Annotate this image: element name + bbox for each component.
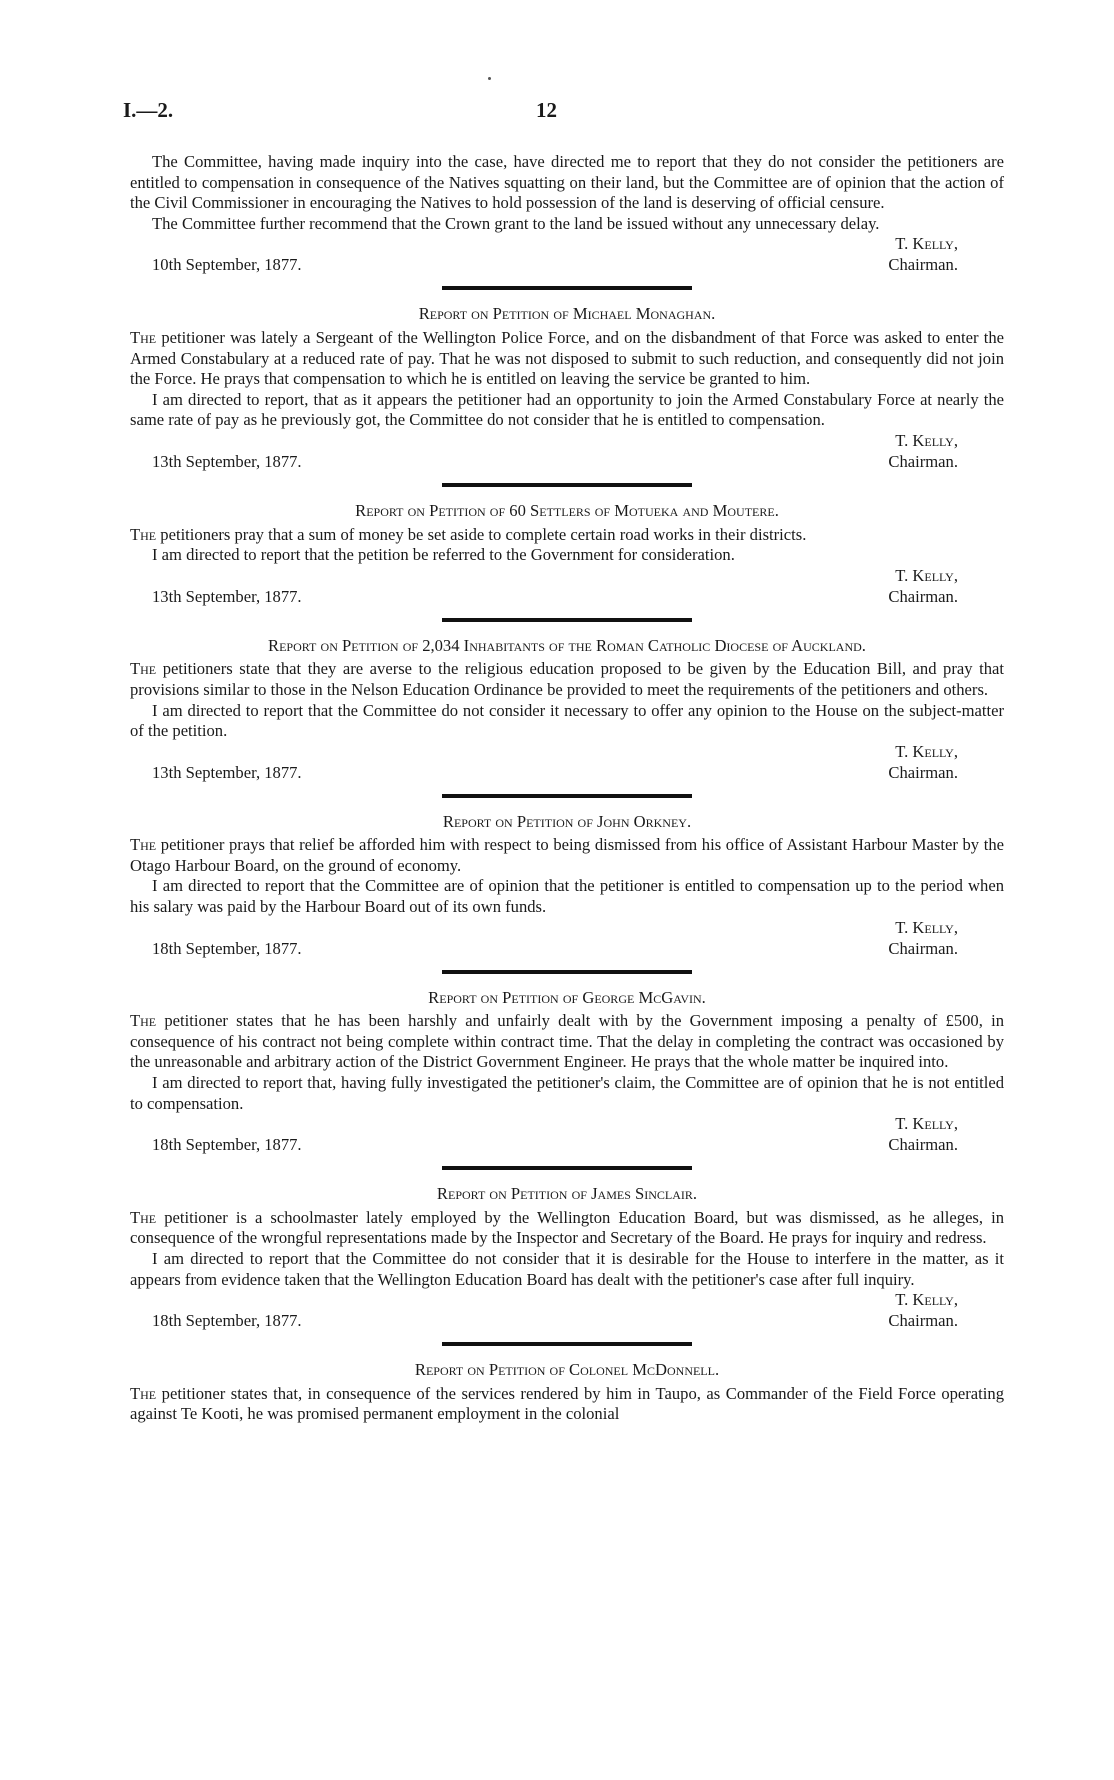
paragraph: I am directed to report that, having fully investigated the petitioner's claim, the Committee are of opinion that he is not entitled to compensation. [130, 1073, 1004, 1113]
section-divider [442, 483, 692, 487]
signatory-name: T. Kelly, [895, 1114, 958, 1134]
section-divider [442, 970, 692, 974]
signatory-name: T. Kelly, [895, 234, 958, 254]
report-date: 13th September, 1877. [152, 586, 302, 606]
signatory-name: T. Kelly, [895, 430, 958, 450]
signatory-role: Chairman. [888, 1135, 958, 1155]
report-heading: Report on Petition of George McGavin. [428, 987, 706, 1007]
section-divider [442, 1342, 692, 1346]
report-section [130, 636, 1004, 784]
lead-word: The [130, 327, 157, 347]
paragraph: petitioners pray that a sum of money be set aside to complete certain road works in their districts. [160, 524, 807, 544]
report-section [130, 1360, 1004, 1425]
signature-block [130, 431, 1004, 473]
report-date: 18th September, 1877. [152, 938, 302, 958]
report-date: 13th September, 1877. [152, 451, 302, 471]
paragraph: I am directed to report that the Committee do not consider it necessary to offer any opinion to the House on the subject-matter of the petition. [130, 700, 1004, 741]
report-heading: Report on Petition of Colonel McDonnell. [414, 1360, 720, 1380]
paragraph: The Committee, having made inquiry into the case, have directed me to report that they do not consider the petitioners are entitled to compensation in consequence of the Natives squatting on their land, but the Committee are of opinion that the action of the Civil Commissioner in encouraging the Natives to hold possession of the land is deserving of official censure. [130, 152, 1004, 213]
report-heading: Report on Petition of John Orkney. [442, 811, 692, 831]
signatory-name: T. Kelly, [895, 565, 958, 585]
section-divider [442, 1166, 692, 1170]
report-section [130, 501, 1004, 608]
signature-block [130, 234, 1004, 276]
paragraph: petitioner states that, in consequence of the services rendered by him in Taupo, as Commander of the Field Force operating against Te Kooti, he was promised permanent employment in the colonial [130, 1383, 1004, 1424]
signatory-name: T. Kelly, [895, 917, 958, 937]
report-heading: Report on Petition of James Sinclair. [436, 1184, 698, 1204]
signatory-role: Chairman. [888, 451, 958, 471]
paragraph: petitioner states that he has been harshly and unfairly dealt with by the Government imposing a penalty of £500, in consequence of his contract not being complete within contract time. That the delay in completing the contract was occasioned by the unreasonable and arbitrary action of the District Government Engineer. He prays that the whole matter be inquired into. [130, 1011, 1005, 1072]
report-date: 10th September, 1877. [152, 255, 302, 275]
report-section [130, 988, 1004, 1157]
document-reference: I.—2. [123, 98, 174, 122]
section-divider [442, 794, 692, 798]
page-header [0, 98, 1114, 128]
lead-word: The [130, 659, 157, 679]
signatory-role: Chairman. [888, 255, 958, 275]
report-section [130, 304, 1004, 473]
signatory-name: T. Kelly, [895, 741, 958, 761]
paragraph: I am directed to report, that as it appears the petitioner had an opportunity to join the Armed Constabulary Force at nearly the same rate of pay as he previously got, the Committee do not consider that he is entitled to compensation. [130, 389, 1004, 430]
report-section [130, 1184, 1004, 1332]
intro-report [130, 152, 1004, 276]
paragraph: petitioner is a schoolmaster lately employed by the Wellington Education Board, but was dismissed, as he alleges, in consequence of the wrongful representations made by the Inspector and Secretary of the Board. He prays for inquiry and redress. [130, 1207, 1004, 1248]
lead-word: The [130, 1383, 157, 1403]
section-divider [442, 618, 692, 622]
report-date: 18th September, 1877. [152, 1311, 302, 1331]
signature-block [130, 742, 1004, 784]
signature-block [130, 918, 1004, 960]
paragraph: petitioners state that they are averse to the religious education proposed to be given by the Education Bill, and pray that provisions similar to those in the Nelson Education Ordinance be provided to meet the requirements of the petitioners and others. [130, 659, 1004, 699]
report-heading: Report on Petition of 60 Settlers of Motueka and Moutere. [355, 500, 779, 520]
signature-block [130, 1114, 1004, 1156]
signatory-role: Chairman. [888, 762, 958, 782]
signatory-role: Chairman. [888, 586, 958, 606]
signatory-role: Chairman. [888, 1311, 958, 1331]
report-heading: Report on Petition of 2,034 Inhabitants of the Roman Catholic Diocese of Auckland. [268, 635, 866, 655]
signature-block [130, 1290, 1004, 1332]
report-heading: Report on Petition of Michael Monaghan. [418, 304, 716, 324]
print-speck [488, 77, 491, 80]
paragraph: The Committee further recommend that the Crown grant to the land be issued without any unnecessary delay. [152, 213, 880, 233]
lead-word: The [130, 835, 157, 855]
page-number: 12 [536, 98, 557, 122]
section-divider [442, 286, 692, 290]
lead-word: The [130, 1207, 157, 1227]
report-section [130, 812, 1004, 960]
signatory-name: T. Kelly, [895, 1290, 958, 1310]
signature-block [130, 566, 1004, 608]
signatory-role: Chairman. [888, 938, 958, 958]
paragraph: petitioner was lately a Sergeant of the Wellington Police Force, and on the disbandment of that Force was asked to enter the Armed Constabulary at a reduced rate of pay. That he was not disposed to submit to such reduction, and consequently did not join the Force. He prays that compensation to which he is entitled on leaving the service be granted to him. [130, 327, 1004, 389]
paragraph: I am directed to report that the Committee do not consider that it is desirable for the House to interfere in the matter, as it appears from evidence taken that the Wellington Education Board has dealt with the petitioner's case after full inquiry. [130, 1249, 1004, 1289]
paragraph: I am directed to report that the petition be referred to the Government for consideration. [152, 545, 735, 565]
document-body [130, 152, 1004, 1425]
lead-word: The [130, 1011, 157, 1031]
paragraph: petitioner prays that relief be afforded him with respect to being dismissed from his office of Assistant Harbour Master by the Otago Harbour Board, on the ground of economy. [130, 835, 1004, 875]
paragraph: I am directed to report that the Committee are of opinion that the petitioner is entitled to compensation up to the period when his salary was paid by the Harbour Board out of its own funds. [130, 876, 1004, 917]
report-date: 18th September, 1877. [152, 1135, 302, 1155]
report-date: 13th September, 1877. [152, 762, 302, 782]
lead-word: The [130, 524, 157, 544]
